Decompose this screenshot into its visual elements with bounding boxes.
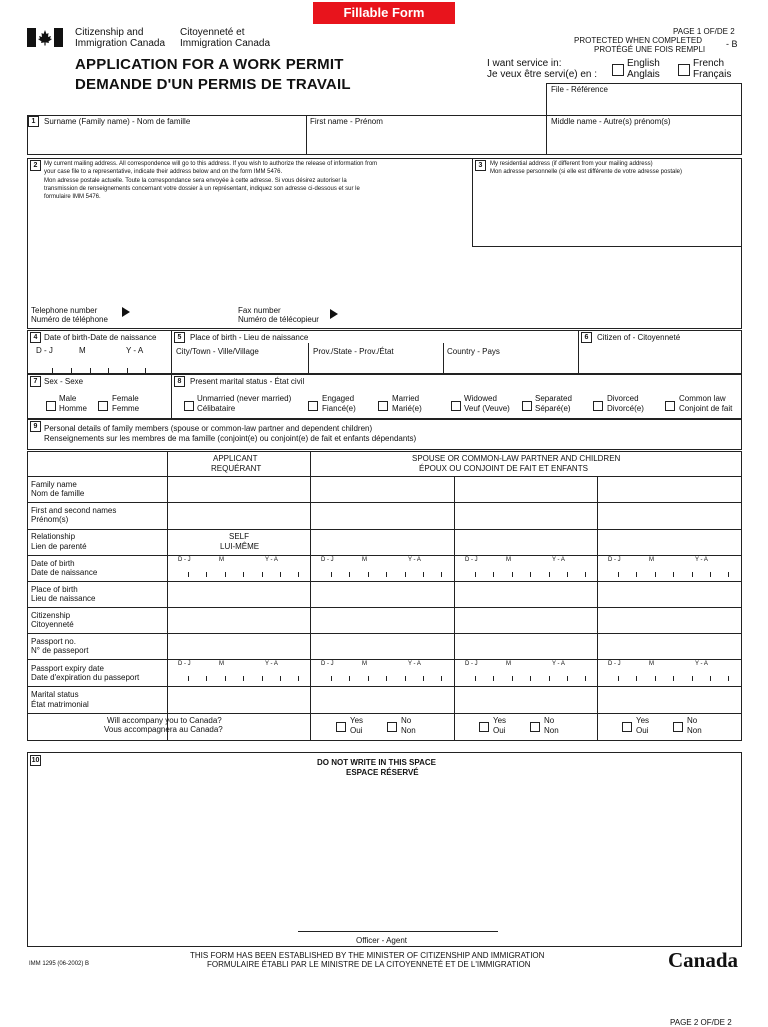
reserved-space-fr: ESPACE RÉSERVÉ [346,768,419,777]
row-divider [27,713,742,714]
applicant-header-en: APPLICANT [213,454,258,463]
common-law-checkbox[interactable] [665,401,675,411]
tick [243,676,244,681]
date-part-label: D - J [608,557,621,563]
yes-no-label: Non [401,726,416,735]
service-language-label-en: I want service in: [487,58,562,69]
mailing-address-text-5: formulaire IMM 5476. [44,194,101,200]
telephone-label-fr: Numéro de téléphone [31,315,108,324]
dob-label: Date of birth-Date de naissance [44,333,157,342]
form-code: IMM 1295 (06-2002) B [29,961,90,967]
divider [454,476,455,741]
row-label: Passport no. [31,637,76,646]
arrow-right-icon [330,309,338,319]
tick [331,572,332,577]
tick [280,572,281,577]
tick [636,676,637,681]
tick [145,368,146,373]
section-number-4: 4 [30,332,41,343]
row-label: Nom de famille [31,489,85,498]
date-part-label: Y - A [265,557,278,563]
family-details-label-fr: Renseignements sur les membres de ma famille (conjoint(e) ou conjoint(e) de fait et enfants dépendants) [44,434,417,443]
tick [331,676,332,681]
female-label: Female [112,394,139,403]
mailing-address-text-2: your case file to a representative, indicate their address below and on the form IMM 5476. [44,169,283,175]
marital-option-label: Unmarried (never married) [197,394,292,403]
widowed-checkbox[interactable] [451,401,461,411]
telephone-label-en: Telephone number [31,306,98,315]
tick [655,572,656,577]
arrow-right-icon [122,307,130,317]
row-label: Lieu de naissance [31,594,96,603]
fillable-form-banner: Fillable Form [313,2,455,24]
row-label: Citizenship [31,611,71,620]
row-label: Prénom(s) [31,515,69,524]
unmarried-checkbox[interactable] [184,401,194,411]
tick [368,572,369,577]
tick [710,572,711,577]
yes-no-label: Non [687,726,702,735]
officer-signature-line [298,931,498,932]
tick [549,676,550,681]
tick [655,676,656,681]
pob-country-input[interactable] [447,358,575,372]
middle-name-input[interactable] [551,128,738,152]
divider [578,330,579,374]
row-label: Place of birth [31,585,78,594]
tick [188,572,189,577]
date-part-label: D - J [178,661,191,667]
tick [512,676,513,681]
male-label: Male [59,394,77,403]
yes-no-label: Non [544,726,559,735]
date-part-label: M [649,661,654,667]
section-number-8: 8 [174,376,185,387]
dept-name-fr-2: Immigration Canada [180,38,271,49]
date-part-label: Y - A [408,661,421,667]
canada-flag-icon [27,28,63,47]
pob-city-label: City/Town - Ville/Village [176,347,259,356]
francais-label: Français [693,69,732,80]
mailing-address-text-1: My current mailing address. All correspondence will go to this address. If you wish to authorize the release of information from [44,161,378,167]
row-label: Citoyenneté [31,620,74,629]
row-label: Relationship [31,532,76,541]
marital-option-label: Married [392,394,420,403]
tick [225,572,226,577]
yes-no-label: No [544,716,555,725]
date-part-label: M [219,661,224,667]
row-divider [27,607,742,608]
row-label: Marital status [31,690,79,699]
row-label: Passport expiry date [31,664,104,673]
row-divider [27,476,742,477]
relationship-self-fr: LUI-MÊME [220,542,260,551]
divider [171,330,172,374]
row-divider [27,686,742,687]
tick [71,368,72,373]
dob-input[interactable] [30,357,168,371]
tick [567,676,568,681]
fax-input[interactable] [342,305,468,323]
pob-label: Place of birth - Lieu de naissance [190,333,309,342]
accompany-label-fr: Vous accompagnera au Canada? [104,725,223,734]
divider [308,343,309,374]
family-details-label-en: Personal details of family members (spouse or common-law partner and dependent children) [44,424,373,433]
marital-option-label: Séparé(e) [535,404,571,413]
row-label: N° de passeport [31,646,89,655]
tick [108,368,109,373]
femme-label: Femme [112,404,140,413]
tick [206,676,207,681]
tick [567,572,568,577]
surname-label: Surname (Family name) - Nom de famille [44,117,191,126]
accompany-label-en: Will accompany you to Canada? [107,716,222,725]
file-reference-label: File - Référence [551,85,608,94]
date-part-label: M [362,557,367,563]
tick [262,572,263,577]
separated-checkbox[interactable] [522,401,532,411]
homme-label: Homme [59,404,88,413]
tick [530,676,531,681]
tick [405,676,406,681]
reserved-space-en: DO NOT WRITE IN THIS SPACE [317,758,436,767]
section-number-5: 5 [174,332,185,343]
tick [618,676,619,681]
yes-no-label: Yes [636,716,650,725]
divider [167,451,168,741]
applicant-header-fr: REQUÉRANT [211,464,262,473]
citizen-of-input[interactable] [582,346,738,372]
tick [243,572,244,577]
tick [728,572,729,577]
row-label: État matrimonial [31,700,89,709]
date-part-label: M [506,557,511,563]
tick [618,572,619,577]
marital-option-label: Marié(e) [392,404,422,413]
footer-text-fr: FORMULAIRE ÉTABLI PAR LE MINISTRE DE LA CITOYENNETÉ ET DE L'IMMIGRATION [207,960,531,969]
divider [306,115,307,155]
tick [493,676,494,681]
date-part-label: M [506,661,511,667]
dob-year-label: Y - A [126,346,144,355]
tick [280,676,281,681]
divider [546,115,547,155]
dept-name-en-1: Citizenship and [75,27,144,38]
spouse-header-fr: ÉPOUX OU CONJOINT DE FAIT ET ENFANTS [419,464,588,473]
date-part-label: Y - A [265,661,278,667]
surname-input[interactable] [44,128,302,152]
dept-name-en-2: Immigration Canada [75,38,166,49]
residential-address-input[interactable] [478,180,736,242]
tick [206,572,207,577]
pob-city-input[interactable] [176,358,304,372]
tick [52,368,53,373]
service-language-label-fr: Je veux être servi(e) en : [487,69,598,80]
tick [585,676,586,681]
yes-checkbox[interactable] [336,722,346,732]
married-checkbox[interactable] [378,401,388,411]
yes-no-label: Oui [350,726,363,735]
tick [368,676,369,681]
anglais-label: Anglais [627,69,660,80]
section-number-10: 10 [31,757,40,764]
pob-prov-input[interactable] [313,358,439,372]
tick [90,368,91,373]
yes-no-label: Yes [493,716,507,725]
english-label: English [627,58,660,69]
family-table [27,451,742,741]
tick [188,676,189,681]
tick [475,572,476,577]
tick [673,572,674,577]
yes-no-label: Oui [493,726,506,735]
date-part-label: D - J [178,557,191,563]
tick [441,676,442,681]
tick [475,676,476,681]
tick [692,572,693,577]
middle-name-label: Middle name - Autre(s) prénom(s) [551,117,671,126]
tick [549,572,550,577]
footer-text-en: THIS FORM HAS BEEN ESTABLISHED BY THE MINISTER OF CITIZENSHIP AND IMMIGRATION [190,951,545,960]
tick [386,572,387,577]
tick [225,676,226,681]
page-number: PAGE 1 OF/DE 2 [673,27,735,36]
divider [443,343,444,374]
french-checkbox[interactable] [678,64,690,76]
tick [386,676,387,681]
tick [423,572,424,577]
divider [171,374,172,419]
date-part-label: M [362,661,367,667]
marital-option-label: Fiancé(e) [322,404,356,413]
row-divider [27,502,742,503]
yes-checkbox[interactable] [622,722,632,732]
mailing-address-text-4: transmission de renseignements concernant votre dossier à un représentant, indiquez son adresse ci-dessous et sur le [44,186,360,192]
tick [493,572,494,577]
yes-no-label: No [401,716,412,725]
date-part-label: D - J [321,557,334,563]
tick [127,368,128,373]
tick [405,572,406,577]
dept-name-fr-1: Citoyenneté et [180,27,245,38]
row-label: First and second names [31,506,117,515]
marital-option-label: Separated [535,394,572,403]
row-divider [27,529,742,530]
no-checkbox[interactable] [387,722,397,732]
tick [692,676,693,681]
row-divider [27,633,742,634]
residential-address-text-2: Mon adresse personnelle (si elle est différente de votre adresse postale) [490,169,682,175]
section-number-2: 2 [30,160,41,171]
tick [673,676,674,681]
section-number-6: 6 [581,332,592,343]
date-part-label: M [649,557,654,563]
spouse-header-en: SPOUSE OR COMMON-LAW PARTNER AND CHILDREN [412,454,621,463]
first-name-label: First name - Prénom [310,117,383,126]
french-label: French [693,58,725,69]
no-checkbox[interactable] [673,722,683,732]
tick [728,676,729,681]
tick [349,676,350,681]
section-number-7: 7 [30,376,41,387]
section-10-box [27,752,742,947]
tick [636,572,637,577]
engaged-checkbox[interactable] [308,401,318,411]
marital-option-label: Widowed [464,394,497,403]
english-checkbox[interactable] [612,64,624,76]
row-label: Date d'expiration du passeport [31,673,140,682]
marital-status-label: Present marital status - État civil [190,377,305,386]
yes-checkbox[interactable] [479,722,489,732]
mailing-address-input[interactable] [44,205,464,300]
sex-label: Sex - Sexe [44,377,84,386]
row-divider [27,581,742,582]
no-checkbox[interactable] [530,722,540,732]
female-checkbox[interactable] [98,401,108,411]
residential-address-text-1: My residential address (if different from your mailing address) [490,161,653,167]
tick [530,572,531,577]
citizen-of-label: Citizen of - Citoyenneté [597,333,681,342]
protected-en: PROTECTED WHEN COMPLETED [574,36,703,45]
divider [597,476,598,741]
tick [441,572,442,577]
telephone-input[interactable] [134,305,232,323]
row-label: Family name [31,480,77,489]
tick [262,676,263,681]
tick [512,572,513,577]
page-2-number: PAGE 2 OF/DE 2 [670,1018,732,1027]
tick [349,572,350,577]
tick [298,572,299,577]
row-label: Date of birth [31,559,75,568]
date-part-label: D - J [465,661,478,667]
date-part-label: Y - A [695,557,708,563]
yes-no-label: No [687,716,698,725]
tick [423,676,424,681]
date-part-label: M [219,557,224,563]
date-part-label: D - J [608,661,621,667]
divorced-checkbox[interactable] [593,401,603,411]
date-part-label: Y - A [408,557,421,563]
pob-country-label: Country - Pays [447,347,500,356]
marital-option-label: Veuf (Veuve) [464,404,510,413]
fax-label-fr: Numéro de télécopieur [238,315,319,324]
date-part-label: Y - A [552,557,565,563]
row-label: Date de naissance [31,568,98,577]
dob-month-label: M [79,346,86,355]
date-part-label: D - J [465,557,478,563]
date-part-label: Y - A [552,661,565,667]
marital-option-label: Engaged [322,394,355,403]
section-number-9: 9 [30,421,41,432]
first-name-input[interactable] [310,128,542,152]
section-number-1: 1 [28,116,39,127]
tick [710,676,711,681]
marital-option-label: Divorced [607,394,639,403]
form-title-en: APPLICATION FOR A WORK PERMIT [75,56,344,73]
pob-prov-label: Prov./State - Prov./État [313,347,394,356]
fax-label-en: Fax number [238,306,281,315]
marital-option-label: Conjoint de fait [679,404,733,413]
protected-fr: PROTÉGÉ UNE FOIS REMPLI [594,45,706,54]
marital-option-label: Common law [679,394,726,403]
row-label: Lien de parenté [31,542,87,551]
protected-level: - B [726,39,738,49]
male-checkbox[interactable] [46,401,56,411]
dob-day-label: D - J [36,346,53,355]
yes-no-label: Oui [636,726,649,735]
tick [298,676,299,681]
date-part-label: D - J [321,661,334,667]
relationship-self-en: SELF [229,532,250,541]
officer-label: Officer - Agent [356,936,407,945]
row-divider [27,555,742,556]
marital-option-label: Divorcé(e) [607,404,644,413]
date-part-label: Y - A [695,661,708,667]
form-title-fr: DEMANDE D'UN PERMIS DE TRAVAIL [75,76,351,93]
canada-wordmark: Canada [668,948,739,972]
mailing-address-text-3: Mon adresse postale actuelle. Toute la correspondance sera envoyée à cette adresse. Si vous désirez autoriser la [44,178,347,184]
row-divider [27,659,742,660]
marital-option-label: Célibataire [197,404,236,413]
divider [310,451,311,741]
section-number-3: 3 [475,160,486,171]
yes-no-label: Yes [350,716,364,725]
tick [585,572,586,577]
